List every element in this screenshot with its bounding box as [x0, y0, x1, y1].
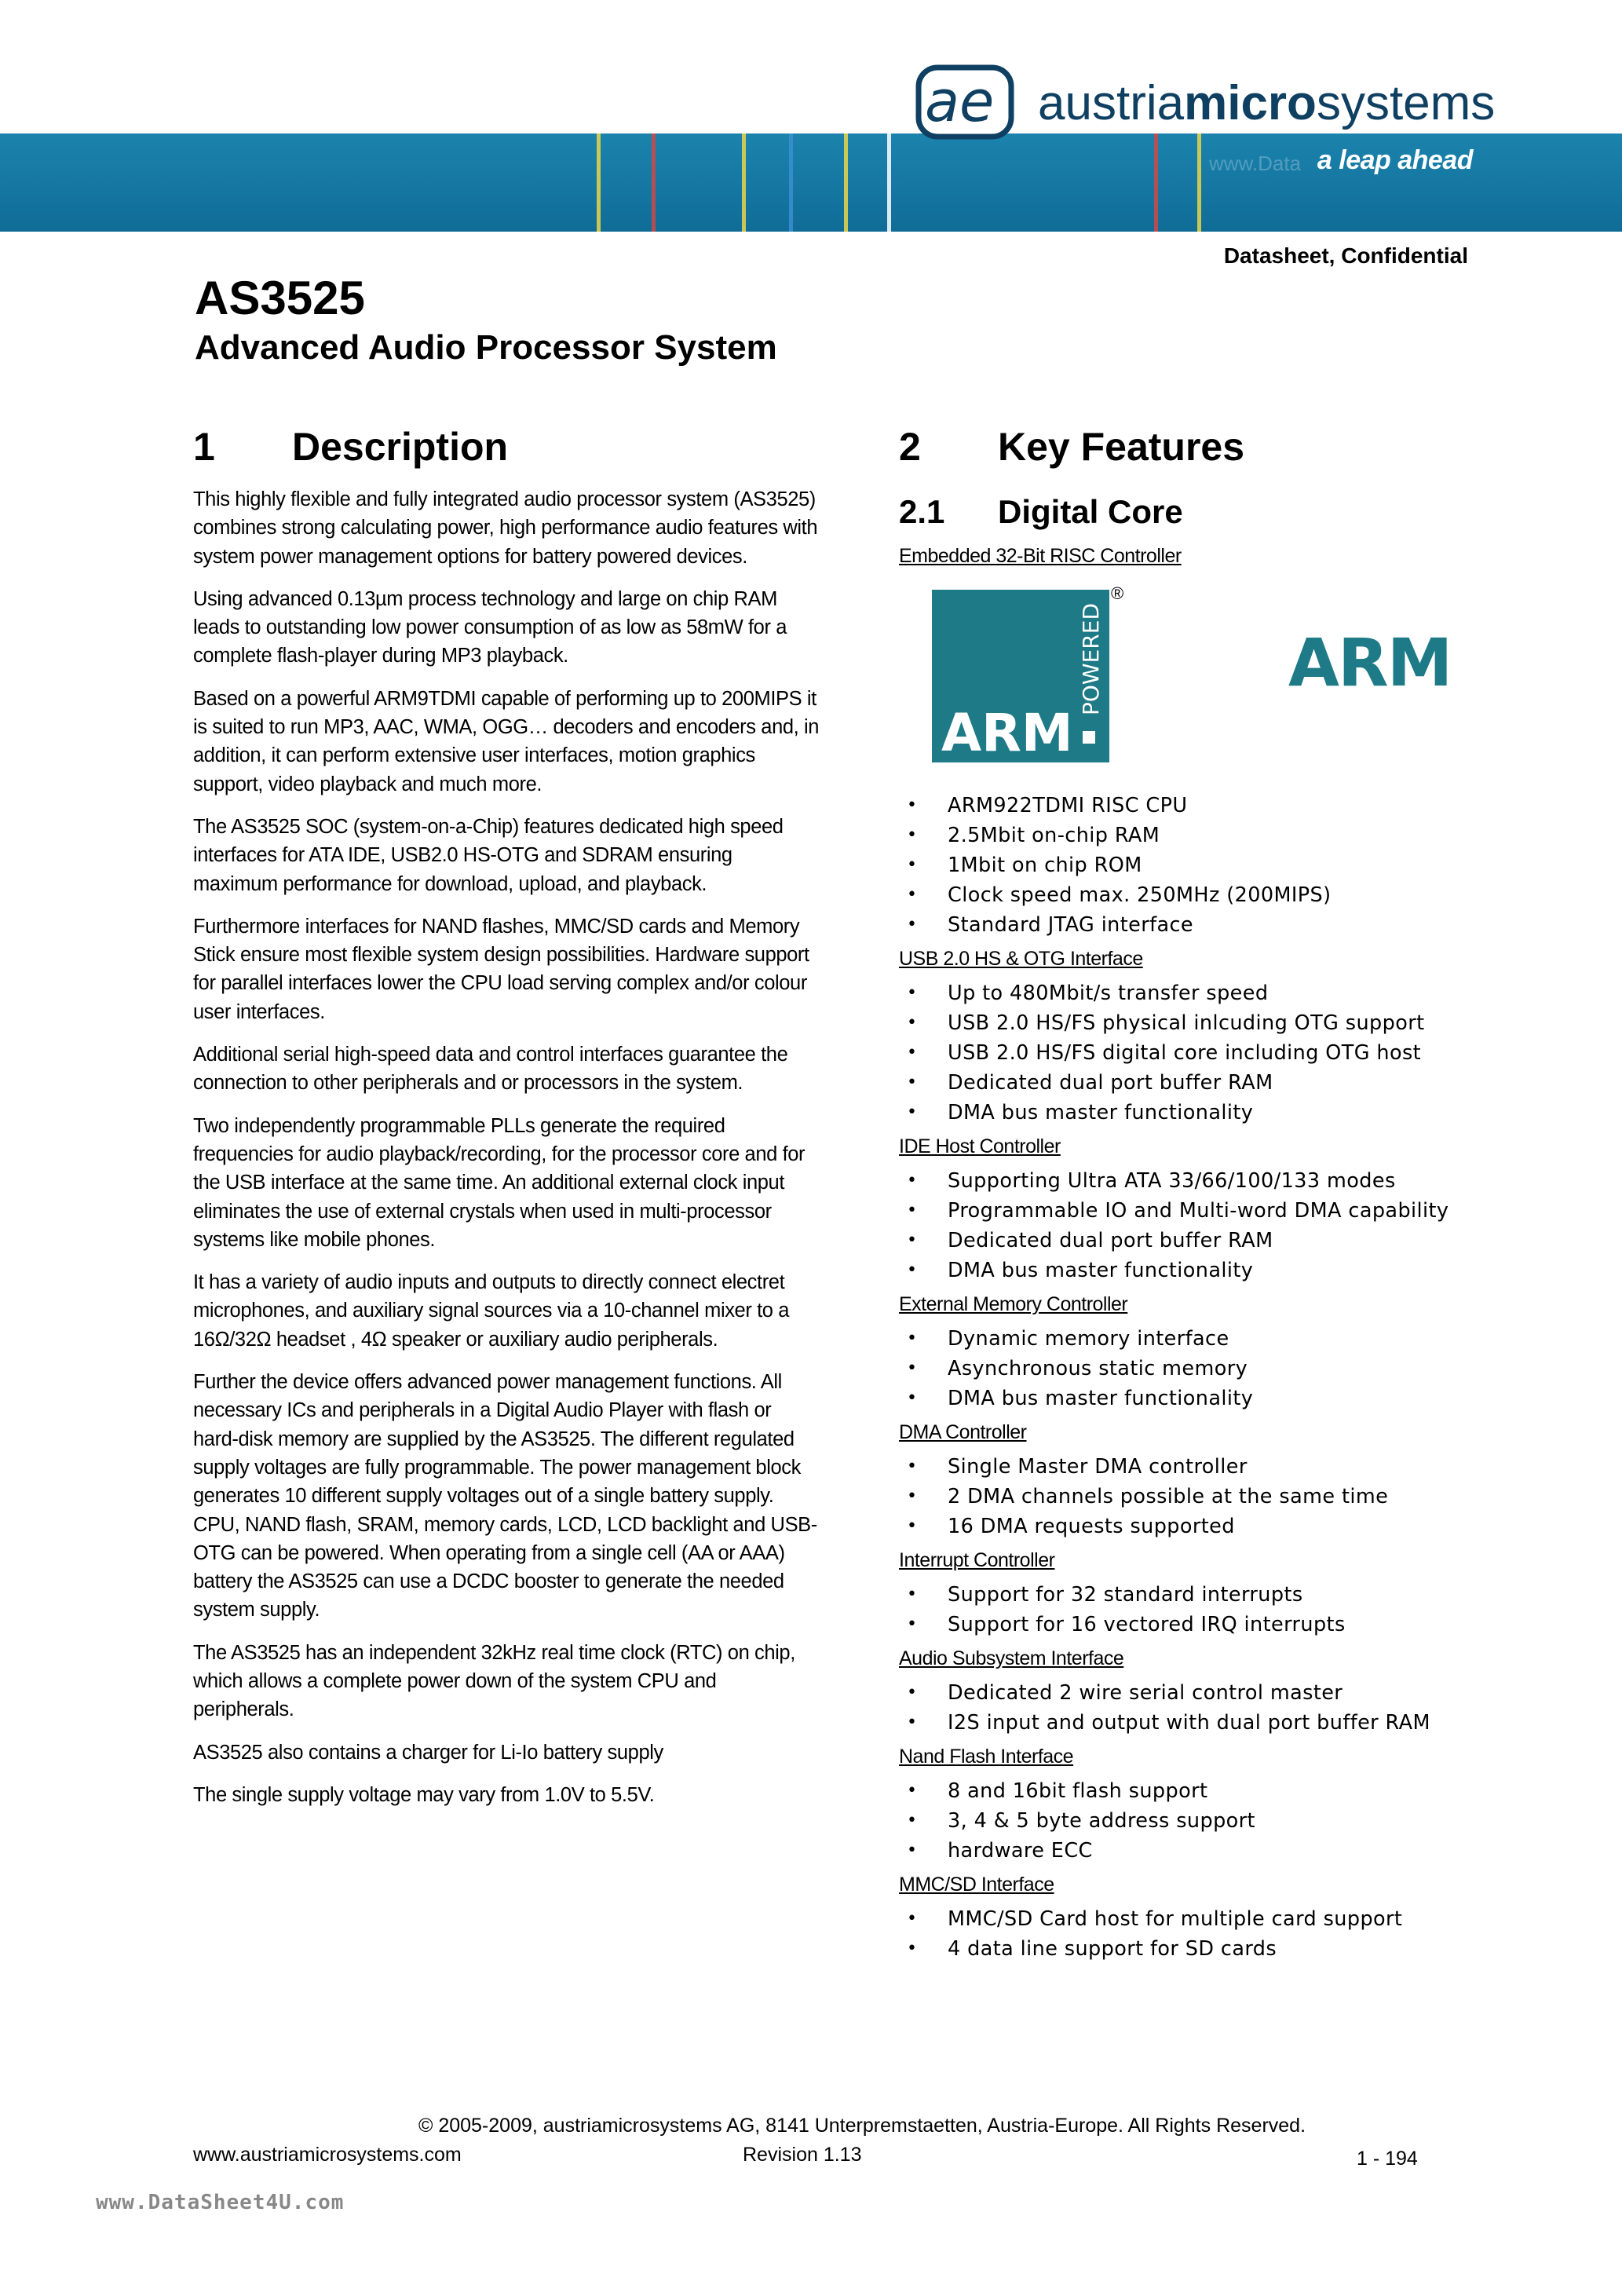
watermark: www.DataSheet4U.com	[96, 2191, 345, 2214]
subsection-number: 2.1	[899, 493, 945, 530]
feature-list	[899, 1580, 1480, 1640]
description-paragraph: AS3525 also contains a charger for Li-Io battery supply	[193, 1741, 663, 1764]
feature-text: Supporting Ultra ATA 33/66/100/133 modes	[948, 1169, 1396, 1193]
feature-text: Single Master DMA controller	[948, 1455, 1248, 1479]
feature-text: 3, 4 & 5 byte address support	[948, 1809, 1255, 1833]
feature-group-title: External Memory Controller	[899, 1293, 1128, 1315]
feature-text: 2.5Mbit on-chip RAM	[948, 824, 1160, 847]
list-item	[899, 1678, 1480, 1708]
faint-url-overlay: www.Data	[1209, 152, 1302, 175]
svg-text:a: a	[925, 68, 960, 134]
bullet-icon: •	[907, 1388, 918, 1408]
feature-text: 1Mbit on chip ROM	[948, 854, 1142, 877]
list-item	[899, 910, 1480, 940]
description-paragraph: Furthermore interfaces for NAND flashes, MMC/SD cards and Memory Stick ensure most flexible system design possibilities. Hardware support for parallel interfaces lower the CPU load serving complex and/or colour user interfaces.	[193, 915, 809, 1023]
description-paragraph: Based on a powerful ARM9TDMI capable of performing up to 200MIPS it is suited to run MP3, AAC, WMA, OGG… decoders and encoders and, in addition, it can perform extensive user interfaces, motion graphics support, video playback and much more.	[193, 687, 820, 795]
description-paragraph: The AS3525 SOC (system-on-a-Chip) features dedicated high speed interfaces for ATA IDE, USB2.0 HS-OTG and SDRAM ensuring maximum performance for download, upload, and playback.	[193, 815, 784, 895]
header-stripe	[1154, 133, 1158, 232]
header-stripe	[844, 133, 848, 232]
bullet-icon: •	[907, 1102, 918, 1122]
description-paragraph: This highly flexible and fully integrated audio processor system (AS3525) combines strong calculating power, high performance audio features with system power management options for battery powered devices.	[193, 488, 818, 568]
bullet-icon: •	[907, 855, 918, 875]
feature-list	[899, 1324, 1480, 1413]
bullet-icon: •	[907, 1171, 918, 1190]
section-number: 1	[193, 425, 215, 469]
document-status: Datasheet, Confidential	[1223, 243, 1468, 268]
list-item	[899, 1354, 1480, 1384]
feature-text: 16 DMA requests supported	[948, 1515, 1235, 1538]
arm-powered-dot	[1083, 731, 1095, 744]
list-item	[899, 880, 1480, 910]
feature-list	[899, 1776, 1480, 1866]
feature-text: Dynamic memory interface	[948, 1327, 1229, 1351]
bullet-icon: •	[907, 1043, 918, 1062]
feature-text: DMA bus master functionality	[948, 1259, 1254, 1282]
description-paragraph: The single supply voltage may vary from 1.0V to 5.5V.	[193, 1783, 655, 1806]
feature-list	[899, 1452, 1480, 1541]
list-item	[899, 1384, 1480, 1413]
feature-text: Dedicated dual port buffer RAM	[948, 1071, 1273, 1095]
feature-text: 4 data line support for SD cards	[948, 1937, 1277, 1961]
feature-list	[899, 1904, 1480, 1964]
list-item	[899, 1776, 1480, 1806]
list-item	[899, 1196, 1480, 1226]
feature-group-title: IDE Host Controller	[899, 1135, 1061, 1157]
feature-text: DMA bus master functionality	[948, 1387, 1254, 1410]
list-item	[899, 1166, 1480, 1196]
brand-suffix: systems	[1316, 76, 1496, 130]
header-stripe	[887, 133, 891, 232]
description-heading	[193, 424, 821, 473]
feature-list	[899, 1678, 1480, 1738]
list-item	[899, 821, 1480, 850]
feature-group-title: Interrupt Controller	[899, 1549, 1055, 1571]
section-title: Description	[292, 425, 509, 469]
brand-prefix: austria	[1038, 76, 1185, 130]
description-paragraph: Two independently programmable PLLs generate the required frequencies for audio playback/recording, for the processor core and for the USB interface at the same time. An additional external clock input eliminates the use of external crystals when used in multi-processor systems like mobile phones.	[193, 1114, 806, 1251]
features-section	[899, 424, 1480, 1965]
header-stripe	[789, 133, 793, 232]
list-item	[899, 1708, 1480, 1738]
list-item	[899, 1904, 1480, 1934]
feature-text: Up to 480Mbit/s transfer speed	[948, 982, 1269, 1005]
arm-powered-label: POWERED	[1078, 602, 1104, 715]
bullet-icon: •	[907, 1073, 918, 1092]
feature-group-title: Embedded 32-Bit RISC Controller	[899, 545, 1182, 567]
feature-list	[899, 1166, 1480, 1285]
description-paragraph: Further the device offers advanced power management functions. All necessary ICs and peripherals in a Digital Audio Player with flash or hard-disk memory are supplied by the AS3525. The different regulated supply voltages are fully programmable. The power management block generates 10 different supply voltages out of a single battery supply. CPU, NAND flash, SRAM, memory cards, LCD, LCD backlight and USB-OTG can be powered. When operating from a single cell (AA or AAA) battery the AS3525 can use a DCDC booster to generate the needed system supply.	[193, 1371, 817, 1621]
list-item	[899, 1836, 1480, 1866]
arm-powered-word: ARM	[941, 703, 1073, 762]
bullet-icon: •	[907, 1939, 918, 1958]
list-item	[899, 1098, 1480, 1128]
list-item	[899, 1226, 1480, 1256]
tagline: a leap ahead	[1317, 145, 1473, 175]
feature-text: Asynchronous static memory	[948, 1357, 1248, 1380]
list-item	[899, 1610, 1480, 1640]
bullet-icon: •	[907, 1713, 918, 1732]
list-item	[899, 1580, 1480, 1610]
feature-groups	[899, 542, 1480, 1964]
document-subtitle: Advanced Audio Processor System	[195, 328, 777, 367]
list-item	[899, 1512, 1480, 1541]
registered-mark: ®	[1111, 583, 1124, 603]
bullet-icon: •	[907, 1329, 918, 1348]
feature-text: DMA bus master functionality	[948, 1101, 1254, 1124]
features-heading	[899, 424, 1480, 473]
list-item	[899, 978, 1480, 1008]
bullet-icon: •	[907, 1201, 918, 1220]
description-paragraph: It has a variety of audio inputs and outputs to directly connect electret microphones, and auxiliary signal sources via a 10-channel mixer to a 16Ω/32Ω headset , 4Ω speaker or auxiliary audio peripherals.	[193, 1271, 790, 1351]
header-stripe	[1197, 133, 1201, 232]
bullet-icon: •	[907, 1230, 918, 1250]
bullet-icon: •	[907, 1486, 918, 1506]
list-item	[899, 1038, 1480, 1068]
list-item	[899, 1452, 1480, 1482]
feature-text: Clock speed max. 250MHz (200MIPS)	[948, 883, 1332, 907]
bullet-icon: •	[907, 983, 918, 1003]
company-wordmark	[1038, 75, 1495, 131]
document-title: AS3525	[195, 272, 365, 324]
feature-text: Standard JTAG interface	[948, 913, 1194, 937]
list-item	[899, 791, 1480, 821]
header-stripe	[652, 133, 656, 232]
bullet-icon: •	[907, 1683, 918, 1702]
bullet-icon: •	[907, 915, 918, 934]
list-item	[899, 1806, 1480, 1836]
list-item	[899, 1008, 1480, 1038]
bullet-icon: •	[907, 1013, 918, 1033]
arm-logos	[899, 582, 1480, 786]
feature-text: Programmable IO and Multi-word DMA capability	[948, 1199, 1449, 1223]
bullet-icon: •	[907, 825, 918, 845]
bullet-icon: •	[907, 1909, 918, 1929]
section-title: Key Features	[998, 425, 1245, 469]
feature-text: I2S input and output with dual port buffer RAM	[948, 1711, 1430, 1735]
footer-copyright: © 2005-2009, austriamicrosystems AG, 8141 Unterpremstaetten, Austria-Europe. All Rights Reserved.	[418, 2115, 1306, 2137]
feature-text: USB 2.0 HS/FS physical inlcuding OTG support	[948, 1011, 1425, 1035]
bullet-icon: •	[907, 1457, 918, 1476]
list-item	[899, 1934, 1480, 1964]
footer-revision: Revision 1.13	[743, 2144, 862, 2166]
feature-group-title: USB 2.0 HS & OTG Interface	[899, 948, 1143, 970]
subsection-title: Digital Core	[998, 493, 1183, 530]
bullet-icon: •	[907, 1811, 918, 1830]
description-paragraph: Using advanced 0.13µm process technology and large on chip RAM leads to outstanding low power consumption of as low as 58mW for a complete flash-player during MP3 playback.	[193, 587, 787, 667]
feature-text: Support for 16 vectored IRQ interrupts	[948, 1613, 1346, 1636]
bullet-icon: •	[907, 885, 918, 905]
feature-list	[899, 791, 1480, 940]
feature-text: 8 and 16bit flash support	[948, 1779, 1208, 1803]
brand-bold: micro	[1184, 76, 1317, 130]
bullet-icon: •	[907, 1260, 918, 1280]
feature-text: MMC/SD Card host for multiple card support	[948, 1907, 1403, 1931]
description-section	[193, 424, 821, 1823]
list-item	[899, 1256, 1480, 1285]
feature-text: Dedicated 2 wire serial control master	[948, 1681, 1343, 1705]
description-paragraph: The AS3525 has an independent 32kHz real time clock (RTC) on chip, which allows a complete power down of the system CPU and peripherals.	[193, 1641, 795, 1721]
description-paragraph: Additional serial high-speed data and control interfaces guarantee the connection to other peripherals and or processors in the system.	[193, 1044, 788, 1095]
feature-group-title: MMC/SD Interface	[899, 1874, 1054, 1896]
feature-text: USB 2.0 HS/FS digital core including OTG host	[948, 1041, 1422, 1065]
svg-text:e: e	[959, 68, 995, 134]
footer-website: www.austriamicrosystems.com	[193, 2144, 462, 2166]
feature-group-title: DMA Controller	[899, 1421, 1027, 1443]
list-item	[899, 850, 1480, 880]
feature-text: Dedicated dual port buffer RAM	[948, 1229, 1273, 1252]
arm-wordmark: ARM	[1288, 624, 1452, 701]
list-item	[899, 1482, 1480, 1512]
arm-powered-logo-icon	[932, 590, 1109, 762]
header-stripe	[742, 133, 746, 232]
bullet-icon: •	[907, 1781, 918, 1801]
bullet-icon: •	[907, 1516, 918, 1536]
bullet-icon: •	[907, 1358, 918, 1378]
list-item	[899, 1324, 1480, 1354]
digital-core-heading	[899, 493, 1480, 537]
feature-text: ARM922TDMI RISC CPU	[948, 794, 1188, 817]
list-item	[899, 1068, 1480, 1098]
bullet-icon: •	[907, 795, 918, 815]
footer-page-number: 1 - 194	[1357, 2148, 1418, 2170]
feature-text: hardware ECC	[948, 1839, 1093, 1863]
feature-text: Support for 32 standard interrupts	[948, 1583, 1303, 1607]
company-logo-icon	[911, 61, 1021, 143]
bullet-icon: •	[907, 1841, 918, 1860]
feature-list	[899, 978, 1480, 1128]
bullet-icon: •	[907, 1614, 918, 1634]
header-stripe	[597, 133, 601, 232]
feature-text: 2 DMA channels possible at the same time	[948, 1485, 1389, 1508]
description-paragraphs	[193, 485, 821, 1809]
feature-group-title: Audio Subsystem Interface	[899, 1647, 1124, 1669]
section-number: 2	[899, 425, 921, 469]
feature-group-title: Nand Flash Interface	[899, 1746, 1074, 1768]
bullet-icon: •	[907, 1585, 918, 1604]
